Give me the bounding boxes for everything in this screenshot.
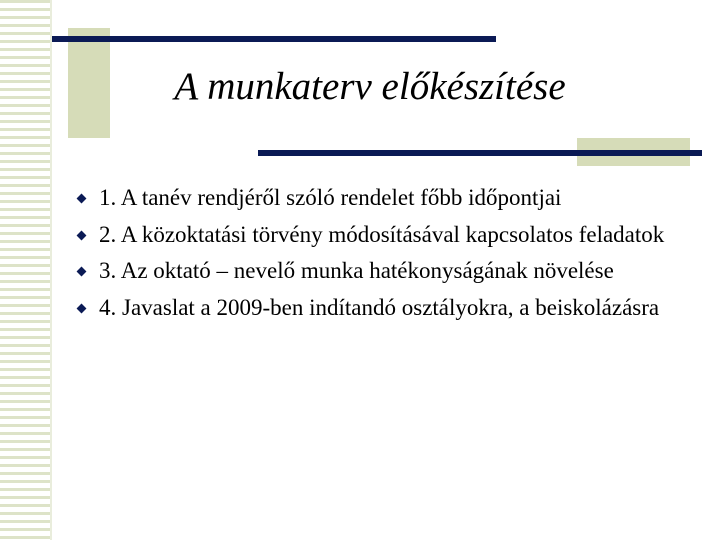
bullet-text: 1. A tanév rendjéről szóló rendelet főbb időpontjai xyxy=(99,185,562,210)
bullet-item-4 xyxy=(78,290,676,327)
diamond-bullet-icon xyxy=(77,303,87,313)
bullet-item-1 xyxy=(78,180,676,217)
bullet-text: 2. A közoktatási törvény módosításával kapcsolatos feladatok xyxy=(99,221,665,247)
bullet-list xyxy=(78,180,676,326)
bullet-item-3 xyxy=(78,253,676,290)
title-rule-bottom xyxy=(258,150,702,156)
diamond-bullet-icon xyxy=(77,230,87,240)
diamond-bullet-icon xyxy=(77,194,87,204)
bullet-item-2 xyxy=(78,217,676,254)
title-rule-top xyxy=(52,36,496,42)
slide-title: A munkaterv előkészítése xyxy=(174,65,566,108)
bullet-text: 4. Javaslat a 2009-ben indítandó osztályokra, a beiskolázásra xyxy=(99,294,660,320)
bullet-text: 3. Az oktató – nevelő munka hatékonyságának növelése xyxy=(99,258,614,283)
side-stripe-decoration xyxy=(0,0,52,540)
diamond-bullet-icon xyxy=(77,267,87,277)
